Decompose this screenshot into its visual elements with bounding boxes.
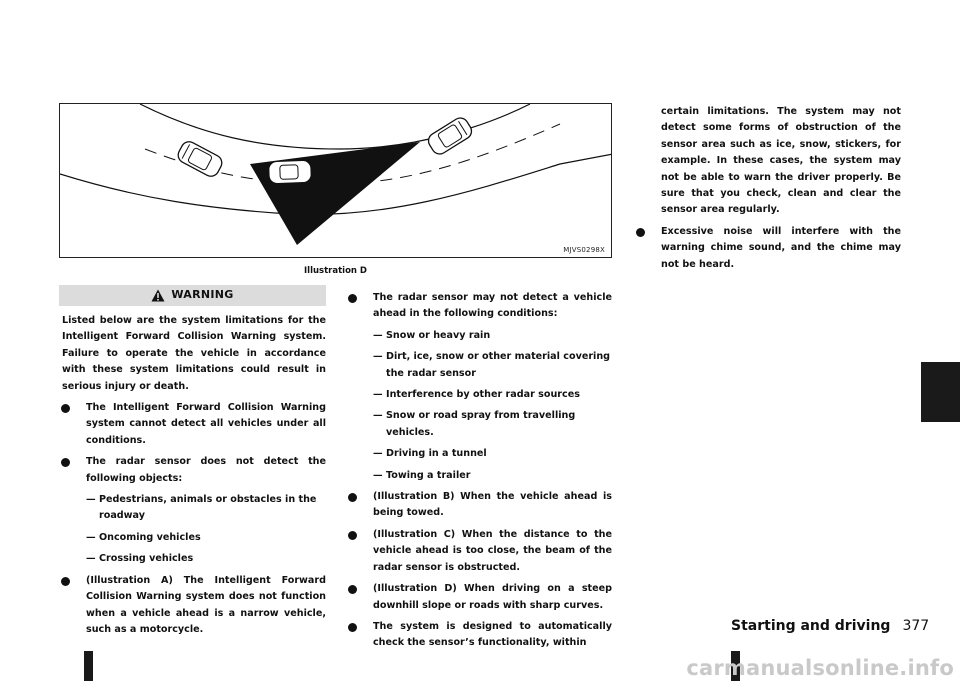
bullet-icon xyxy=(348,585,357,594)
list-item: (Illustration D) When driving on a steep downhill slope or roads with sharp curves. xyxy=(346,581,612,614)
column-2 xyxy=(346,290,612,657)
sub-item: — Crossing vehicles xyxy=(86,553,194,565)
sub-item: — Pedestrians, animals or obstacles in the roadway xyxy=(86,494,317,522)
bullet-icon xyxy=(348,493,357,502)
warning-header xyxy=(59,285,326,306)
section-tab xyxy=(921,362,960,422)
road-curve-diagram xyxy=(60,104,612,258)
list-item: Excessive noise will interfere with the warning chime sound, and the chime may not be heard. xyxy=(634,224,901,273)
sub-item: — Snow or heavy rain xyxy=(373,329,491,341)
list-item: (Illustration B) When the vehicle ahead is being towed. xyxy=(346,489,612,522)
section-name: Starting and driving xyxy=(731,618,891,634)
list-item: The Intelligent Forward Collision Warning system cannot detect all vehicles under all conditions. xyxy=(59,400,326,449)
sub-item: — Oncoming vehicles xyxy=(86,531,201,543)
figure-code: MJVS0298X xyxy=(563,246,605,254)
bullet-icon xyxy=(348,531,357,540)
sub-item: — Dirt, ice, snow or other material covering the radar sensor xyxy=(373,351,611,379)
bullet-icon xyxy=(61,458,70,467)
warning-title: WARNING xyxy=(171,288,234,302)
figure-caption: Illustration D xyxy=(304,266,367,276)
page-number: 377 xyxy=(902,618,930,634)
watermark-text: carmanualsonline.info xyxy=(686,656,954,680)
bullet-icon xyxy=(348,294,357,303)
list-item: The radar sensor does not detect the following objects: xyxy=(59,454,326,487)
page-footer xyxy=(731,618,929,634)
sub-item: — Interference by other radar sources xyxy=(373,389,580,401)
illustration-d xyxy=(59,103,612,258)
column-3 xyxy=(634,104,901,278)
list-item: The system is designed to automatically check the sensor’s functionality, within xyxy=(346,619,612,652)
crop-mark xyxy=(84,651,93,681)
list-item: The radar sensor may not detect a vehicle ahead in the following conditions: xyxy=(346,290,612,323)
sub-item: — Driving in a tunnel xyxy=(373,448,487,460)
bullet-icon xyxy=(61,404,70,413)
bullet-icon xyxy=(636,228,645,237)
warning-triangle-icon xyxy=(151,289,165,302)
bullet-icon xyxy=(61,577,70,586)
bullet-icon xyxy=(348,623,357,632)
continued-text: certain limitations. The system may not detect some forms of obstruction of the sensor area such as ice, snow, stickers, for example. In these cases, the system may not be able to warn the driver properly. Be sure that you check, clean and clear the sensor area regularly. xyxy=(661,106,901,216)
list-item: (Illustration A) The Intelligent Forward Collision Warning system does not function when a vehicle ahead is a narrow vehicle, such as a motorcycle. xyxy=(59,573,326,639)
list-item: (Illustration C) When the distance to the vehicle ahead is too close, the beam of the radar sensor is obstructed. xyxy=(346,527,612,576)
sub-item: — Towing a trailer xyxy=(373,469,471,481)
warning-intro: Listed below are the system limitations for the Intelligent Forward Collision Warning system. Failure to operate the vehicle in accordance with these system limitations could result in serious injury or death. xyxy=(62,315,326,392)
sub-item: — Snow or road spray from travelling vehicles. xyxy=(373,410,576,438)
column-1 xyxy=(59,285,326,643)
